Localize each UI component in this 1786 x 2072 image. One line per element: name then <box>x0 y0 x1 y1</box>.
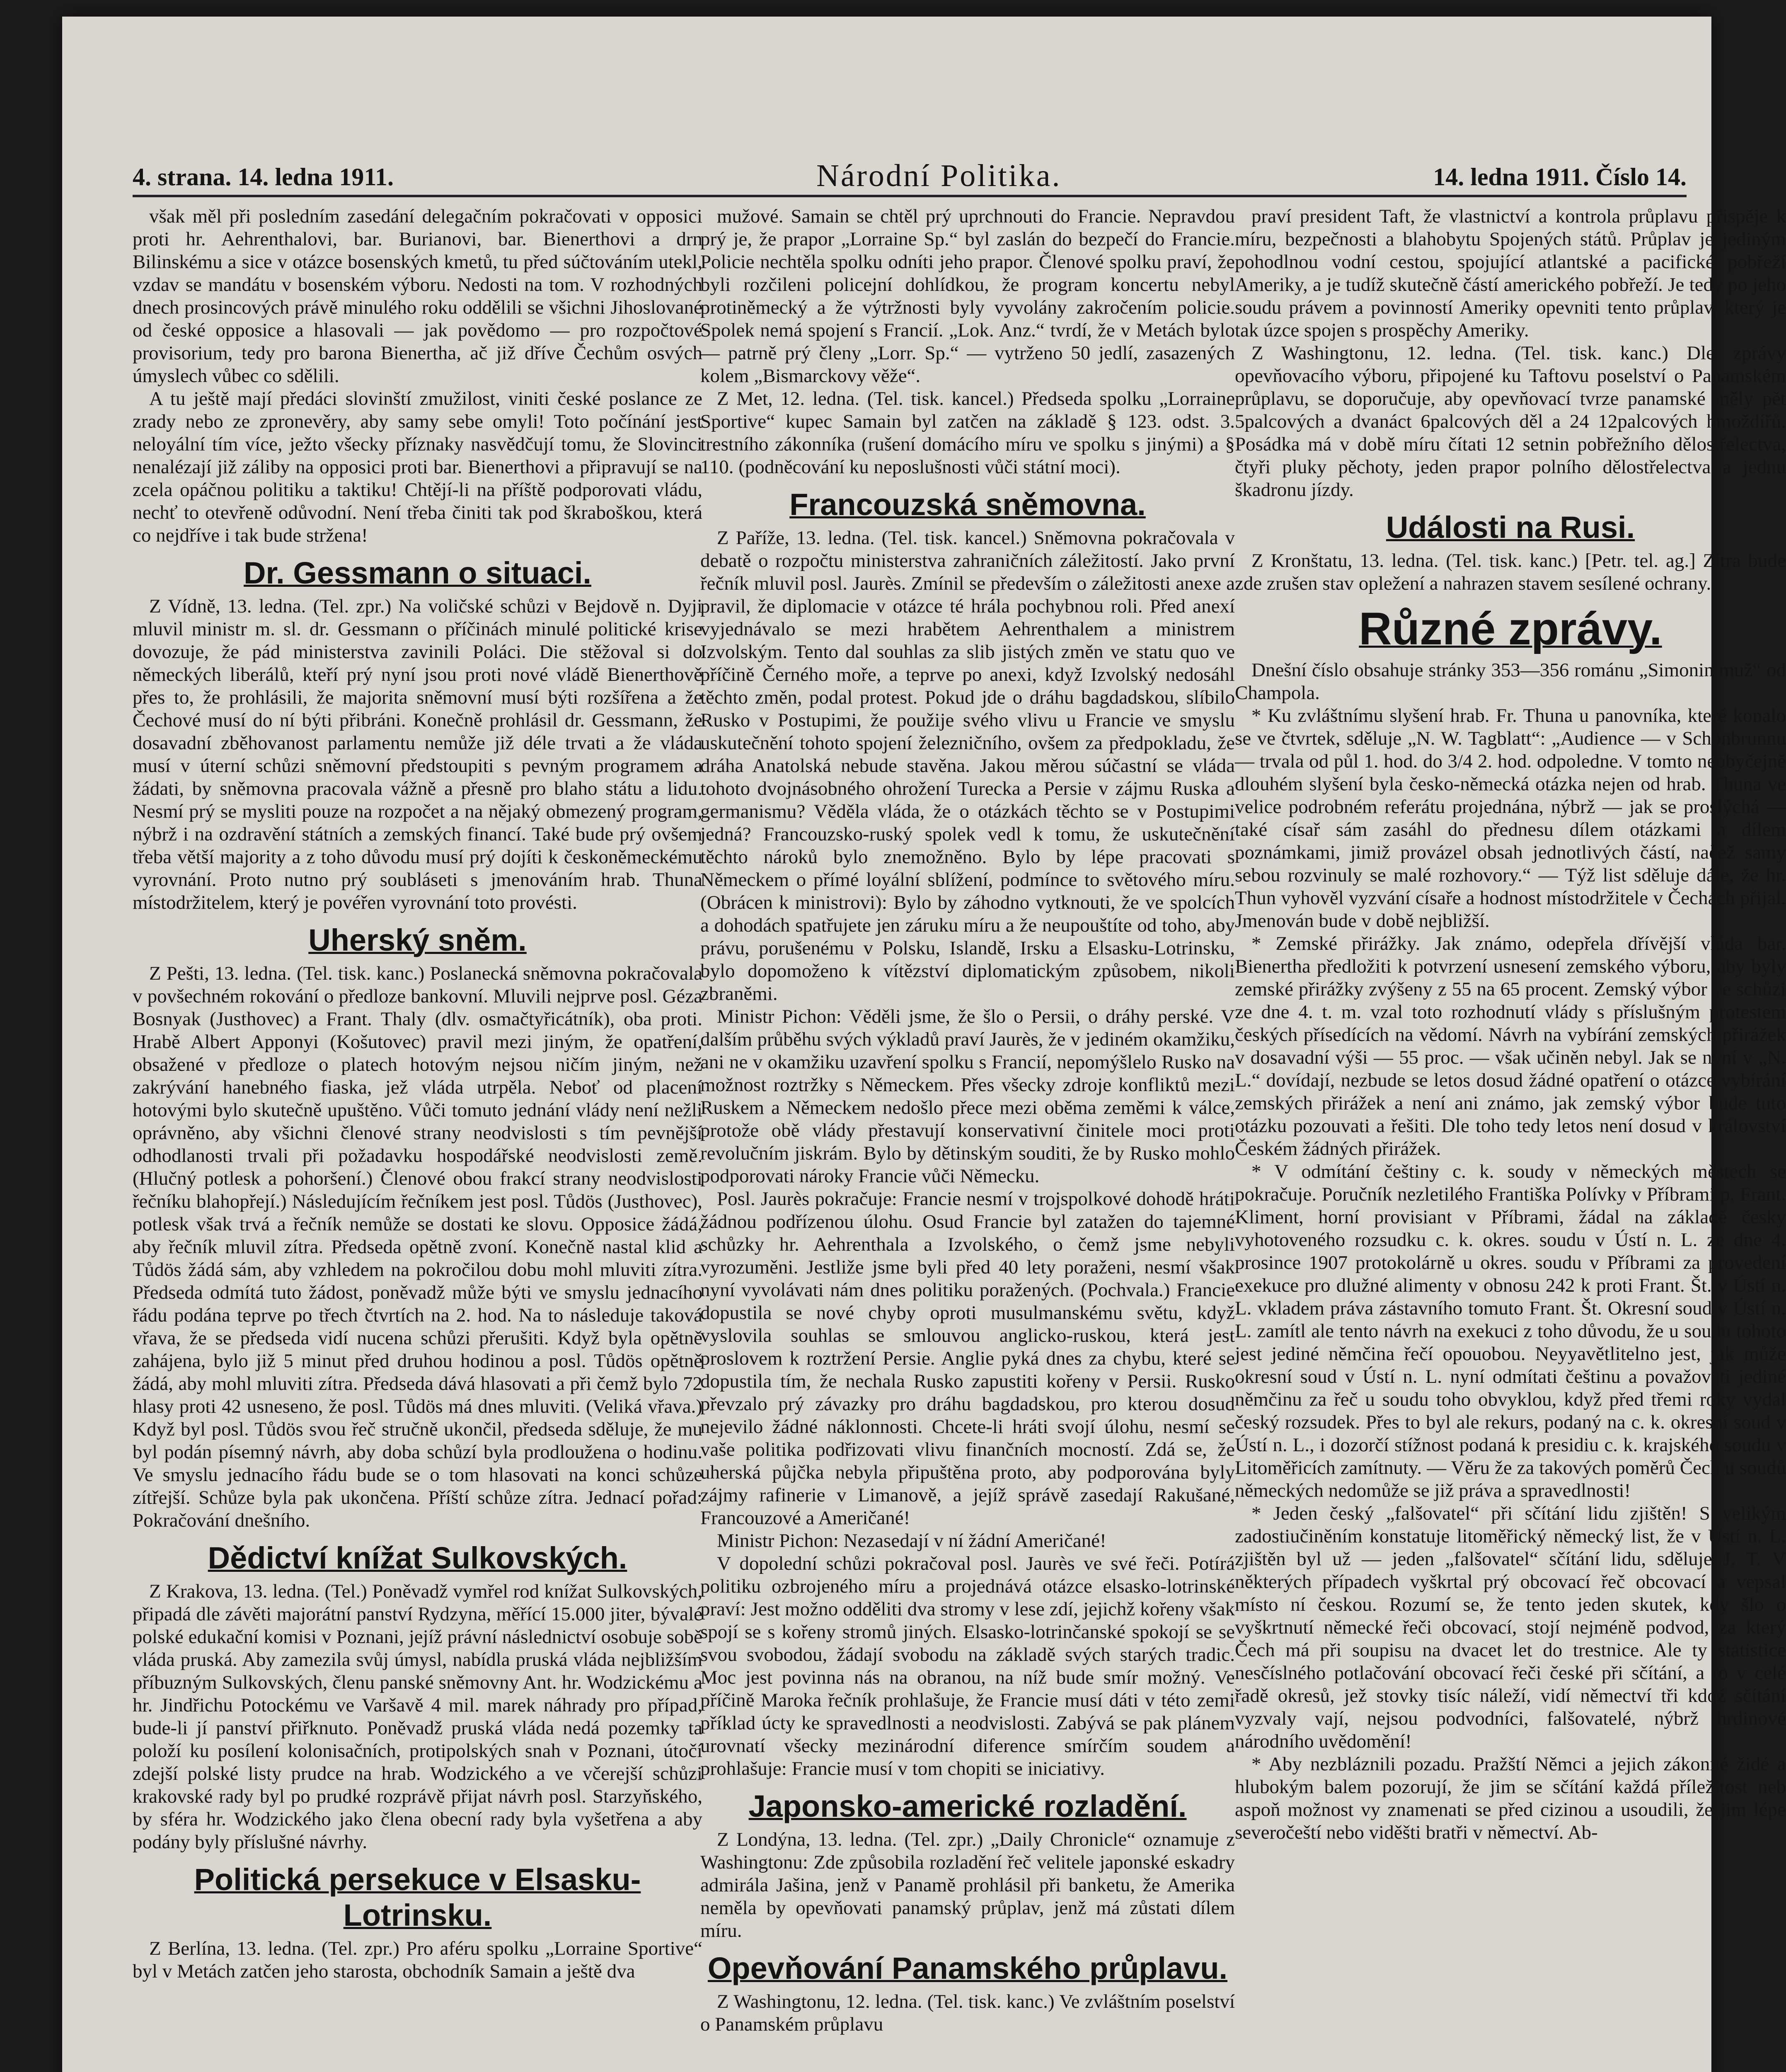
column-2 <box>700 205 1235 2072</box>
article-heading: Francouzská sněmovna. <box>789 487 1146 522</box>
article-paragraph: Posl. Jaurès pokračuje: Francie nesmí v trojspolkové dohodě hráti žádnou podřízenou úlohu. Osud Francie byl zatažen do tajemné schůzky hr. Aehrenthala a Izvolského, o čemž jsme nebyli vyrozuměni. Jestliže jsme byli před 40 lety poraženi, nesmí však nyní vyvolávati nám dnes politiku poražených. (Pochvala.) Francie dopustila se nové chyby oproti musulmanskému světu, když vyslovila souhlas se smlouvou anglicko-ruskou, která jest proslovem k roztržení Persie. Anglie pyká dnes za chybu, které se dopustila tím, že nechala Rusko zapustiti kořeny v Persii. Rusko převzalo prý závazky pro dráhu bagdadskou, pro kterou dosud nejevilo žádné náklonnosti. Chcete-li hráti svojí úlohu, nesmí se vaše politika podřizovati vlivu finančních mocností. Zdá se, že uherská půjčka nebyla připuštěna proto, aby podporována byly zájmy rafinerie v Limanově, a jejíž správě zasedají Rakušané, Francouzové a Američané! <box>700 1188 1235 1529</box>
section-heading: Různé zprávy. <box>1359 603 1662 654</box>
header-right: 14. ledna 1911. Číslo 14. <box>1433 163 1687 191</box>
newspaper-page <box>62 17 1786 2072</box>
article-paragraph: Z Paříže, 13. ledna. (Tel. tisk. kancel.) Sněmovna pokračovala v debatě o rozpočtu ministerstva zahraničních záležitostí. Jako první řečník mluvil posl. Jaurès. Zmínil se především o záležitosti anexe a pravil, že diplomacie v otázce té hrála pochybnou roli. Před anexí vyjednávalo se mezi hrabětem Aehrenthalem a ministrem Izvolským. Tento dal souhlas za slib jistých změn ve statu quo ve příčině Černého moře, a teprve po anexi, když Izvolský nedosáhl těchto změn, podal protest. Pokud jde o dráhu bagdadskou, slíbilo Rusko v Postupimi, že použije svého vlivu u Francie ve smyslu uskutečnění tohoto spojení železničního, ovšem za předpokladu, že dráha Anatolská nebude stavěna. Jakou měrou súčastní se vláda tohoto dvojnásobného ohrožení Turecka a Persie v zájmu Ruska a germanismu? Věděla vláda, že o otázkách těchto se v Postupimi jedná? Francouzsko-ruský spolek vedl k tomu, že uskutečnění těchto nároků bylo znemožněno. Bylo by lépe pracovati s Německem o přímé loyální sblížení, podmínce to světového míru. (Obrácen k ministrovi): Bylo by záhodno vytknouti, že ve spolcích a dohodách spatřujete jen záruku míru a že neupouštíte od toho, aby právu, porušenému v Polsku, Islandě, Irsku a Elsasku-Lotrinsku, bylo dopomoženo k vítězství diplomatickým způsobem, nikoli zbraněmi. <box>700 527 1235 1005</box>
article-heading: Opevňování Panamského průplavu. <box>707 1951 1228 1985</box>
header-left: 4. strana. 14. ledna 1911. <box>133 163 394 191</box>
article-paragraph: Ministr Pichon: Věděli jsme, že šlo o Persii, o dráhy perské. V dalším průběhu svých výkladů praví Jaurès, že v jediném okamžiku, ani ne v okamžiku uzavření spolku s Francií, nepomýšlelo Rusko na možnost roztržky s Německem. Přes všecky zdroje konfliktů mezi Ruskem a Německem nedošlo přece mezi oběma zeměmi k válce, protože obě vlády přestavují konservativní činitele moci proti revolučním jiskrám. Bylo by dětinským souditi, že by Rusko mohlo podporovati nároky Francie vůči Německu. <box>700 1006 1235 1187</box>
article-heading: Uherský sněm. <box>308 923 527 957</box>
column-1 <box>133 205 702 2072</box>
article-paragraph: * Zemské přirážky. Jak známo, odepřela dřívější vláda bar. Bienertha předložiti k potvrzení usnesení zemského výboru, aby byly zemské přirážky zvýšeny z 55 na 65 procent. Zemský výbor ve schůzi ze dne 4. t. m. vzal toto rozhodnutí vlády s příslušným protestem českých přísedících na vědomí. Návrh na vybírání zemských přirážek v dosavadní výši — 55 proc. — však učiněn nebyl. Jak se nyní v „N. L.“ dovídají, nezbude se letos dosud žádné opatření o otázce vybírání zemských přirážek a není ani známo, jak zemský výbor bude tuto otázku pozouvati a řešiti. Dle toho tedy letos není dosud v království Českém žádných přirážek. <box>1235 933 1786 1159</box>
article-paragraph: Z Kronštatu, 13. ledna. (Tel. tisk. kanc.) [Petr. tel. ag.] Zítra bude zde zrušen stav opležení a nahrazen stavem sesílené ochrany. <box>1235 550 1786 594</box>
article-paragraph: V dopolední schůzi pokračoval posl. Jaurès ve své řeči. Potírá politiku ozbrojeného míru a projednává otázce elsasko-lotrinské praví: Jest možno odděliti dva stromy v lese zdí, jejichž kořeny však spojí se s kořeny stromů jiných. Elsasko-lotrinčanské spokojí se se svou svobodou, žádají svobodu na základě svých starých tradic. Moc jest povinna nás na obranou, na níž bude smír možný. Ve příčině Maroka řečník prohlašuje, že Francie musí dáti v této zemi příklad úcty ke spravedlnosti a neodvislosti. Zabývá se pak plánem urovnatí všecky mezinárodní diference smírčím soudem a prohlašuje: Francie musí v tom chopiti se iniciativy. <box>700 1553 1235 1779</box>
article-paragraph: * Jeden český „falšovatel“ při sčítání lidu zjištěn! S velikým zadostiučiněním konstatuje litoměřický německý list, že v Ústí n. L. zjištěn byl už — jeden „falšovatel“ sčítání lidu, sděluje J. T. V některých případech vyškrtal prý obcovací řeč obcovací a vepsal místo ní českou. Rozumí se, že tento jeden skutek, kdy šlo o vyškrtnutí německé řeči obcovací, stojí nejméně podvod, za který Čech má při soupisu na dvacet let do trestnice. Ale ty statistice nesčíslného potlačování obcovací řeči české při sčítání, a to v celé řadě okresů, jež stovky tisíc náleží, vidí němectví tři kdož sčítání vyzvaly vají, nejsou podvodníci, falšovatelé, nýbrž hrdinové národního uvědomění! <box>1235 1503 1786 1752</box>
column-3 <box>1235 205 1786 2072</box>
article-paragraph: Dnešní číslo obsahuje stránky 353—356 románu „Simonin muž“ od Champola. <box>1235 659 1786 704</box>
article-heading: Dr. Gessmann o situaci. <box>244 556 591 590</box>
article-heading: Události na Rusi. <box>1386 510 1635 545</box>
article-paragraph: A tu ještě mají předáci slovinští zmužilost, viniti české poslance ze zrady nebo ze zpronevěry, aby samy sebe omyli! Toto počínání jest neloyální tím více, ježto všecky příznaky nasvědčují tomu, že Slovinci nenalézají již záliby na opposici proti bar. Bienerthovi a připravují se na zcela opáčnou politiku a taktiku! Chtějí-li na příště podporovati vládu, nechť to otevřeně odůvodní. Není třeba činiti tak pod škraboškou, která co nejdříve i tak bude stržena! <box>133 388 702 546</box>
article-heading: Dědictví knížat Sulkovských. <box>208 1541 627 1575</box>
page-header <box>133 149 1687 197</box>
article-paragraph: * V odmítání češtiny c. k. soudy v německých městech se pokračuje. Poručník nezletilého Františka Polívky v Příbrami p. Frant. Kliment, horní provisiant v Příbrami, žádal na základě česky vyhotoveného rozsudku c. k. okres. soudu v Ústí n. L. ze dne 4. prosince 1907 protokolárně u okres. soudu v Příbrami za provedení exekuce pro dlužné alimenty v obnosu 242 k proti Frant. Št. v Ústí n. L. vkladem práva zástavního tomuto Frant. Št. Okresní soud v Ústí n. L. zamítl ale tento návrh na exekuci z toho důvodu, že u soudu tohoto jest jediné němčina řečí opouobou. Neyyavětlitelno jest, jak může okresní soud v Ústí n. L. nyní odmítati češtinu a považovati jediné němčinu za řeč u soudu toho obvyklou, když před třemi roky vydal český rozsudek. Přes to byl ale rekurs, podaný na c. k. okresní soud v Ústí n. L., i dozorčí stížnost podaná k presidiu c. k. krajského soudu v Litoměřicích zamítnuty. — Věru že za takových poměrů Čech u soudů německých nedomůže se již práva a spravedlnosti! <box>1235 1161 1786 1501</box>
article-heading: Politická persekuce v Elsasku-Lotrinsku. <box>194 1862 641 1932</box>
article-paragraph: však měl při posledním zasedání delegačním pokračovati v opposici proti hr. Aehrenthalovi, bar. Burianovi, bar. Bienerthovi a drn Bilinskému a sice v otázce bosenských kmetů, tu před súčtováním utekl, vzdav se mandátu v bosenském výboru. Nedosti na tom. V rozhodných dnech prosincových právě minulého roku oddělili se všichni Jihoslované od české opposice a hlasovali — jak povědomo — pro rozpočtové provisorium, tedy pro barona Bienertha, ač již dříve Čechům osvých úmyslech vůbec co sdělili. <box>133 206 702 387</box>
article-paragraph: * Aby nezbláznili pozadu. Pražští Němci a jejich zákonné židé a hlubokým balem pozorují, že jim se sčítání každá příležitost neb aspoň možnost vy znamenati se před cizinou a usoudili, že jim lépe severočeští nebo viděšti bratři v němectví. Ab- <box>1235 1753 1786 1843</box>
article-paragraph: mužové. Samain se chtěl prý uprchnouti do Francie. Nepravdou prý je, že prapor „Lorraine Sp.“ byl zaslán do bezpečí do Francie. Policie nechtěla spolku odníti jeho prapor. Členové spolku praví, že byli rozčileni policejní dohlídkou, že program koncertu nebyl protiněmecký a že výtržnosti byly vyvolány zakročením policie. Spolek nemá spojení s Francií. „Lok. Anz.“ tvrdí, že v Metách bylo — patrně prý členy „Lorr. Sp.“ — vytrženo 50 jedlí, zasazených kolem „Bismarckovy věže“. <box>700 206 1235 387</box>
article-paragraph: Z Krakova, 13. ledna. (Tel.) Poněvadž vymřel rod knížat Sulkovských, připadá dle závěti majorátní panství Rydzyna, měřící 15.000 jiter, bývalé polské edukační komisi v Poznani, jejíž právní následnictví osobuje sobě vláda pruská. Aby zamezila svůj úmysl, nabídla pruská vláda nejbližším příbuzným Sulkovských, členu panské sněmovny Ant. hr. Wodzickému a hr. Jindřichu Potockému ve Varšavě 4 mil. marek náhrady pro případ, bude-li jí panství přiřknuto. Poněvadž pruská vláda nedá pozemky ta položí ku posílení kolonisačních, protipolských snah v Poznani, útočí zdejší polské listy prudce na hrab. Wodzického a ve včerejší schůzi krakovské rady byl po prudké rozprávě přijat návrh posl. Starzyňského, by sféra hr. Wodzického jako člena obecní rady byla vyšetřena a aby podány byly příslušné návrhy. <box>133 1581 702 1853</box>
article-paragraph: * Ku zvláštnímu slyšení hrab. Fr. Thuna u panovníka, které konalo se ve čtvrtek, sděluje „N. W. Tagblatt“: „Audience — v Schönbrunnu — trvala od půl 1. hod. do 3/4 2. hod. odpoledne. V tomto neobyčejně dlouhém slyšení byla česko-německá otázka nejen od hrab. Thuna ve velice podrobném referátu projednána, nýbrž — jak se proslýchá — také císař sám zasáhl do přednesu dílem otázkami a dílem poznámkami, jimiž provázel obsah jednotlivých částí, načež samy sebou rozvinuly se malé rozhovory.“ — Týž list sděluje dále, že hr. Thun vyhověl vyzvání císaře a hodnost místodržitele v Čechách přijal. Jmenován bude v době nejbližší. <box>1235 705 1786 932</box>
article-heading: Japonsko-americké rozladění. <box>748 1789 1187 1823</box>
article-paragraph: Z Vídně, 13. ledna. (Tel. zpr.) Na voličské schůzi v Bejdově n. Dyji mluvil ministr m. sl. dr. Gessmann o příčinách minulé politické krise dovozuje, že pád ministerstva zavinili Poláci. Die stěžoval si do německých liberálů, kteří prý nyní jsou proti nové vládě Bienerthově přes to, že prohlásili, že majorita sněmovní musí býti rozšířena a že Čechové musí do ní býti přibráni. Konečně prohlásil dr. Gessmann, že dosavadní zběhovanost parlamentu nemůže již déle trvati a že vláda musí v úterní schůzi sněmovní předstoupiti s pevným programem a žádati, by sněmovna pracovala vážně a přesně pro blaho státu a lidu. Nesmí prý se mysliti pouze na rozpočet a na nějaký obmezený program, nýbrž i na ozdravění státních a zemských financí. Také bude prý ovšem třeba větší majority a z toho důvodu musí prý dojíti k českoněmeckému vyrovnání. Proto nutno prý soubláseti s jmenováním hrab. Thuna místodržitelem, který je povéřen vyrovnání toto provésti. <box>133 595 702 913</box>
masthead-title: Národní Politika. <box>816 158 1062 193</box>
article-paragraph: Z Londýna, 13. ledna. (Tel. zpr.) „Daily Chronicle“ oznamuje z Washingtonu: Zde způsobila rozladění řeč velitele japonské eskadry admirála Jašina, jenž v Panamě prohlásil při banketu, že Amerika neměla by opevňovati panamský průplav, jenž má zůstati dílem míru. <box>700 1829 1235 1941</box>
article-paragraph: Z Pešti, 13. ledna. (Tel. tisk. kanc.) Poslanecká sněmovna pokračovala v povšechném rokování o předloze bankovní. Mluvili nejprve posl. Géza Bosnyak (Justhovec) a Frant. Thaly (dlv. osmačtyřicátník), oba proti. Hrabě Albert Apponyi (Košutovec) pravil mezi jiným, že opatření, obsažené v předloze o platech hotovým nejsou ničím jiným, než zakrývání hanebného fiaska, jež vláda utrpěla. Neboť od placení hotovými bylo skutečně upuštěno. Vůči tomuto jednání vlády není nežli oprávněno, aby všichni členové strany neodvislosti s tím pevnější odhodlanosti trvali při požadavku hospodářské neodvislosti země. (Hlučný potlesk a pohoršení.) Členové obou frakcí strany neodvislosti řečníku blahopřejí.) Následujícím řečníkem jest posl. Tůdös (Justhovec), potlesk však trvá a řečník nemůže se dostati ke slovu. Opposice žádá, aby řečník mluvil zítra. Předseda opětně zvoní. Konečně nastal klid a Tůdös žádá sám, aby vzhledem na pokročilou dobu mohl mluviti zítra. Předseda odmítá tuto žádost, poněvadž může býti ve smyslu jednacího řádu podána teprve po třech čtvrtích na 2. hod. Na to následuje taková vřava, že se předseda vidí nucena schůzi přerušiti. Když byla opětně zahájena, bylo již 5 minut před druhou hodinou a posl. Tůdös opětně žádá, aby mohl mluviti zítra. Předseda dává hlasovati a při čemž bylo 72 hlasy proti 42 usneseno, že posl. Tůdös má dnes mluviti. (Veliká vřava.) Když byl posl. Tůdös svou řeč stručně ukončil, předseda sděluje, že mu byl podán písemný návrh, aby doba schůzí byla prodloužena o hodinu. Ve smyslu jednacího řádu bude se o tom hlasovati na konci schůze zítřejší. Schůze byla pak ukončena. Příští schůze zítra. Jednací pořad: Pokračování dnešního. <box>133 963 702 1531</box>
article-paragraph: Z Met, 12. ledna. (Tel. tisk. kancel.) Předseda spolku „Lorraine Sportive“ kupec Samain byl zatčen na základě § 123. odst. 3. trestního zákonníka (rušení domácího míru ve spolku s jinými) a § 110. (podněcování ku neposlušnosti vůči státní moci). <box>700 388 1235 478</box>
article-paragraph: Z Berlína, 13. ledna. (Tel. zpr.) Pro aféru spolku „Lorraine Sportive“ byl v Metách zatčen jeho starosta, obchodník Samain a ještě dva <box>133 1938 702 1982</box>
article-paragraph: Ministr Pichon: Nezasedají v ní žádní Američané! <box>717 1530 1106 1552</box>
article-paragraph: Z Washingtonu, 12. ledna. (Tel. tisk. kanc.) Ve zvláštním poselství o Panamském průplavu <box>700 1991 1235 2035</box>
article-paragraph: Z Washingtonu, 12. ledna. (Tel. tisk. kanc.) Dle zprávy opevňovacího výboru, připojené ku Taftovu poselství o Panamském průplavu, se doporučuje, aby opevňovací tvrze panamské měly pět 5palcových a dvanáct 6palcových děl a 24 12palcových hmoždířů. Posádka má v době míru čítati 12 setnin pobřežního dělostřelectva, čtyři pluky pěchoty, jeden prapor polního dělostřelectva a jednu škadronu jízdy. <box>1235 342 1786 501</box>
article-paragraph: praví president Taft, že vlastnictví a kontrola průplavu přispěje k míru, bezpečnosti a blahobytu Spojených států. Průplav je jediným pohodlnou vodní cestou, spojující atlantské a pacifické pobřeží Ameriky, a je tudíž skutečně částí amerického pobřeží. Je tedy po jeho soudu právem a povinností Ameriky opevniti tento průplav, který je tak úzce spojen s prospěchy Ameriky. <box>1235 206 1786 341</box>
